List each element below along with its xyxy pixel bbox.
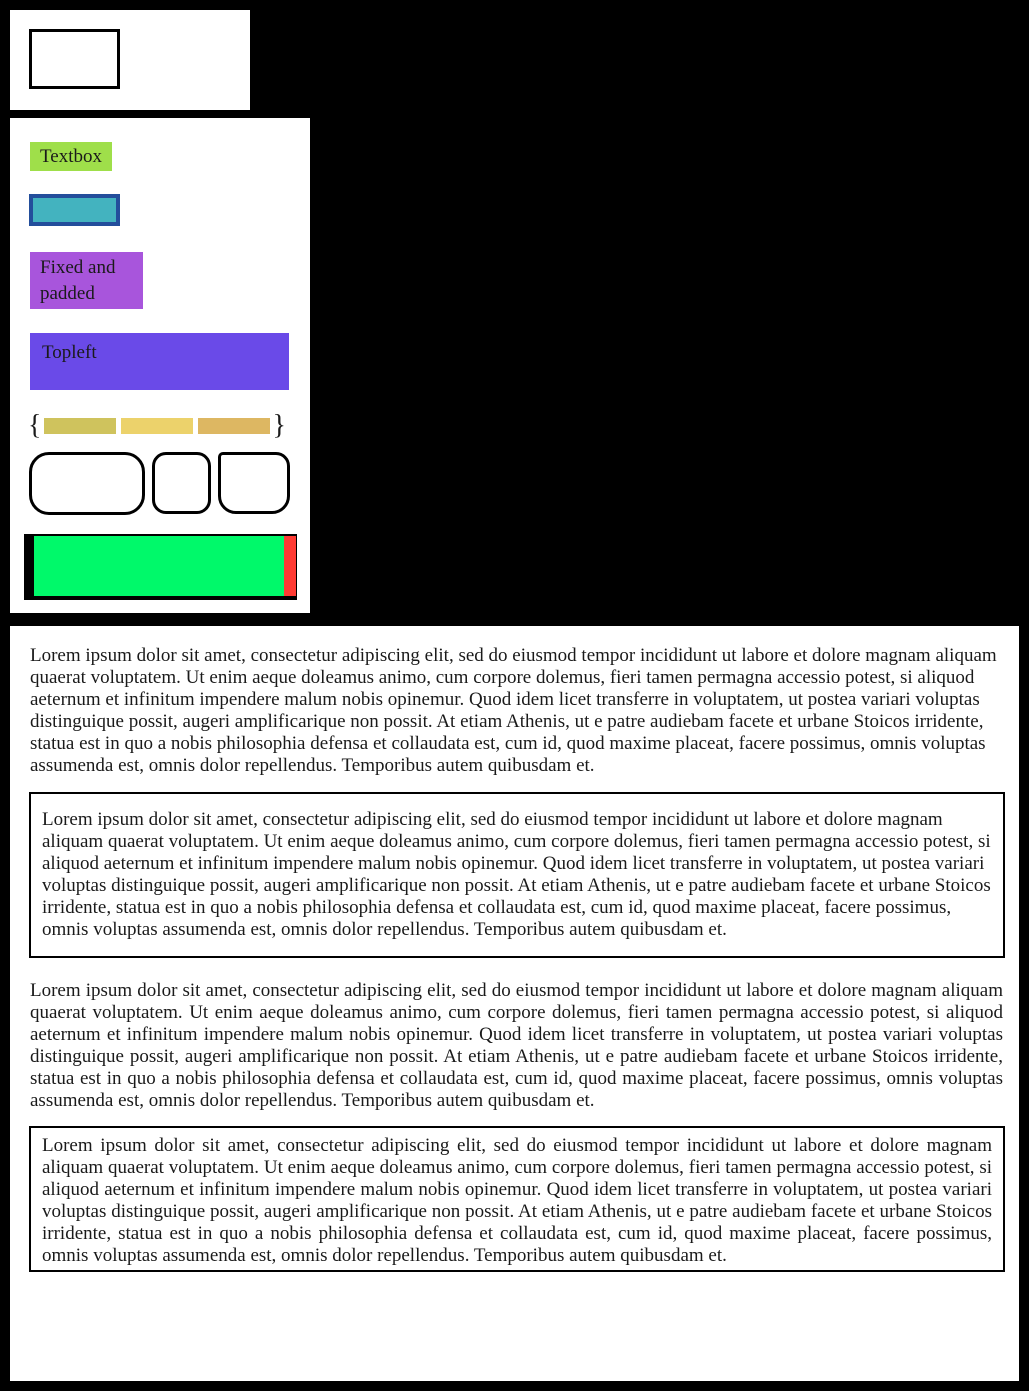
flex-bar <box>121 418 193 434</box>
topleft-box: Topleft <box>30 333 289 390</box>
paragraph-justified: Lorem ipsum dolor sit amet, consectetur adipiscing elit, sed do eiusmod tempor incididunt ut labore et dolore magnam aliquam quaerat voluptatem. Ut enim aeque doleamus animo, cum corpore dolemus, fieri tamen permagna accessio potest, si aliquod aeternum et infinitum impendere malum nobis opinemur. Quod idem licet transferre in voluptatem, ut postea variari voluptas distinguique possit, augeri amplificarique non possit. At etiam Athenis, ut e patre audiebam facete et urbane Stoicos irridente, statua est in quo a nobis philosophia defensa et collaudata est, cum id, quod maxime placeat, facere possimus, omnis voluptas assumenda est, omnis dolor repellendus. Temporibus autem quibusdam et. <box>30 980 1003 1111</box>
paragraph-bordered: Lorem ipsum dolor sit amet, consectetur adipiscing elit, sed do eiusmod tempor incididunt ut labore et dolore magnam aliquam quaerat voluptatem. Ut enim aeque doleamus animo, cum corpore dolemus, fieri tamen permagna accessio potest, si aliquod aeternum et infinitum impendere malum nobis opinemur. Quod idem licet transferre in voluptatem, ut postea variari voluptas distinguique possit, augeri amplificarique non possit. At etiam Athenis, ut e patre audiebam facete et urbane Stoicos irridente, statua est in quo a nobis philosophia defensa et collaudata est, cum id, quod maxime placeat, facere possimus, omnis voluptas assumenda est, omnis dolor repellendus. Temporibus autem quibusdam et. <box>29 792 1005 958</box>
rounded-box-small <box>152 452 211 514</box>
widgets-window <box>10 118 310 613</box>
paragraph-plain: Lorem ipsum dolor sit amet, consectetur adipiscing elit, sed do eiusmod tempor incididunt ut labore et dolore magnam aliquam quaerat voluptatem. Ut enim aeque doleamus animo, cum corpore dolemus, fieri tamen permagna accessio potest, si aliquod aeternum et infinitum impendere malum nobis opinemur. Quod idem licet transferre in voluptatem, ut postea variari voluptas distinguique possit, augeri amplificarique non possit. At etiam Athenis, ut e patre audiebam facete et urbane Stoicos irridente, statua est in quo a nobis philosophia defensa et collaudata est, cum id, quod maxime placeat, facere possimus, omnis voluptas assumenda est, omnis dolor repellendus. Temporibus autem quibusdam et. <box>30 645 997 776</box>
brace-row <box>28 408 286 444</box>
open-brace: { <box>28 410 42 441</box>
top-window <box>10 10 250 110</box>
flex-bar <box>198 418 270 434</box>
document-window <box>10 626 1019 1381</box>
outlined-box <box>29 29 120 89</box>
focused-textbox[interactable] <box>29 194 120 226</box>
progress-bar <box>24 534 297 600</box>
progress-tip <box>284 536 296 596</box>
paragraph-bordered-justified: Lorem ipsum dolor sit amet, consectetur adipiscing elit, sed do eiusmod tempor incididunt ut labore et dolore magnam aliquam quaerat voluptatem. Ut enim aeque doleamus animo, cum corpore dolemus, fieri tamen permagna accessio potest, si aliquod aeternum et infinitum impendere malum nobis opinemur. Quod idem licet transferre in voluptatem, ut postea variari voluptas distinguique possit, augeri amplificarique non possit. At etiam Athenis, ut e patre audiebam facete et urbane Stoicos irridente, statua est in quo a nobis philosophia defensa et collaudata est, cum id, quod maxime placeat, facere possimus, omnis voluptas assumenda est, omnis dolor repellendus. Temporibus autem quibusdam et. <box>29 1126 1005 1272</box>
rounded-box-mixed-corners <box>218 452 290 514</box>
fixed-padded-box: Fixed and padded <box>30 252 143 309</box>
progress-fill <box>34 536 284 596</box>
rounded-box-large <box>29 452 145 515</box>
close-brace: } <box>272 410 286 441</box>
flex-bar <box>44 418 116 434</box>
rounded-boxes-row <box>29 452 290 515</box>
textbox-widget[interactable]: Textbox <box>30 142 112 171</box>
